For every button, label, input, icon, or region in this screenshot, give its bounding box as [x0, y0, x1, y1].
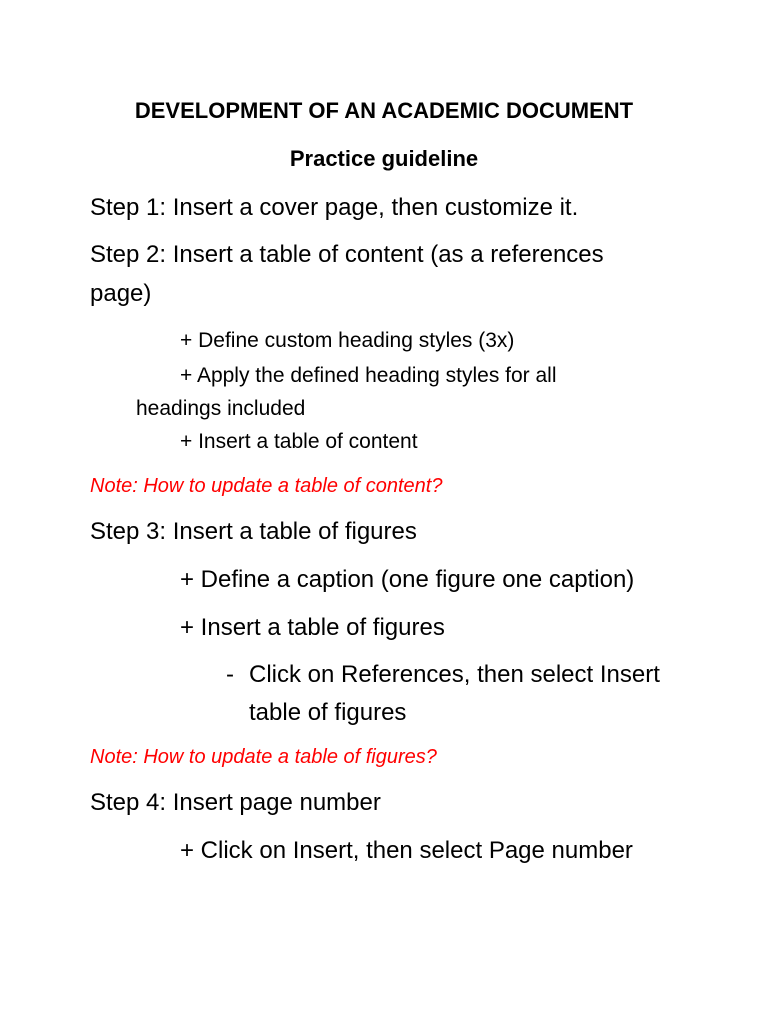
step-2-item-define-styles: + Define custom heading styles (3x)	[180, 329, 515, 352]
step-4: Step 4: Insert page number	[90, 789, 381, 816]
step-1: Step 1: Insert a cover page, then customize it.	[90, 194, 579, 221]
step-3: Step 3: Insert a table of figures	[90, 518, 417, 545]
step-3-item-define-caption: + Define a caption (one figure one caption)	[180, 566, 635, 593]
step-3-sub-line-1: Click on References, then select Insert	[249, 661, 660, 688]
step-2-item-apply-styles: + Apply the defined heading styles for all	[180, 364, 557, 387]
step-3-item-insert-tof: + Insert a table of figures	[180, 614, 445, 641]
step-4-item-page-number: + Click on Insert, then select Page number	[180, 837, 633, 864]
note-update-toc: Note: How to update a table of content?	[90, 475, 443, 497]
step-3-sub-line-2: table of figures	[249, 699, 407, 726]
step-2-item-apply-styles-cont: headings included	[136, 397, 306, 420]
step-2-line-2: page)	[90, 280, 152, 307]
document-subtitle: Practice guideline	[289, 146, 479, 171]
step-2-item-insert-toc: + Insert a table of content	[180, 430, 418, 453]
note-update-tof: Note: How to update a table of figures?	[90, 746, 437, 768]
step-2-line-1: Step 2: Insert a table of content (as a references	[90, 241, 604, 268]
step-3-sub-dash: -	[226, 661, 234, 688]
document-title: DEVELOPMENT OF AN ACADEMIC DOCUMENT	[134, 98, 634, 123]
